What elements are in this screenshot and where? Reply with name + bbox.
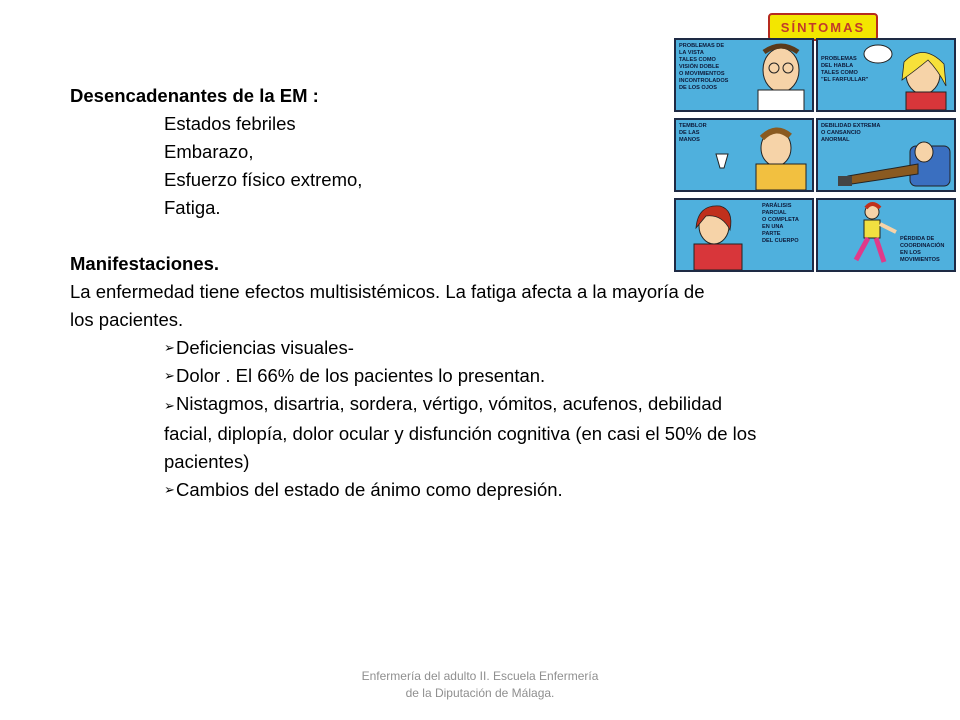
arrowhead-bullet-icon: ➢ xyxy=(164,482,175,497)
comic-panel-tremor xyxy=(674,118,814,192)
comic-panel-vision xyxy=(674,38,814,112)
manifestaciones-intro: La enfermedad tiene efectos multisistémicos. La fatiga afecta a la mayoría de los pacientes. xyxy=(70,281,705,330)
bullet-text: Cambios del estado de ánimo como depresión. xyxy=(176,479,563,500)
manifestaciones-heading: Manifestaciones. xyxy=(70,253,220,274)
stumbling-girl-icon xyxy=(818,200,954,270)
footer-line: de la Diputación de Málaga. xyxy=(405,686,555,700)
man-holding-glass-icon xyxy=(676,120,812,190)
desencadenante-item: Estados febriles xyxy=(164,113,296,134)
comic-panel-coordination xyxy=(816,198,956,272)
bullet-text: Nistagmos, disartria, sordera, vértigo, vómitos, acufenos, debilidad facial, diplopía, dolor ocular y disfunción cognitiva (en casi el 50% de los pacientes) xyxy=(164,393,757,472)
manifestacion-bullet xyxy=(164,476,770,504)
arrowhead-bullet-icon: ➢ xyxy=(164,340,175,355)
speaking-woman-icon xyxy=(818,40,954,110)
man-in-armchair-icon xyxy=(818,120,954,190)
woman-red-hair-icon xyxy=(676,200,812,270)
person-with-glasses-icon xyxy=(676,40,812,110)
desencadenante-item: Embarazo, xyxy=(164,141,254,162)
sintomas-comic xyxy=(670,10,954,263)
desencadenante-item: Fatiga. xyxy=(164,197,221,218)
comic-panel-fatigue xyxy=(816,118,956,192)
bullet-text: Deficiencias visuales- xyxy=(176,337,354,358)
panel-caption: DEBILIDAD EXTREMA O CANSANCIO ANORMAL xyxy=(821,123,881,143)
footer-line: Enfermería del adulto II. Escuela Enfermería xyxy=(361,669,599,683)
comic-panel-paralysis xyxy=(674,198,814,272)
spacer xyxy=(70,222,770,250)
arrowhead-bullet-icon: ➢ xyxy=(164,398,175,413)
comic-title: SÍNTOMAS xyxy=(768,13,878,41)
comic-panel-speech xyxy=(816,38,956,112)
panel-caption: PROBLEMAS DEL HABLA TALES COMO "EL FARFULLAR" xyxy=(821,56,869,83)
desencadenantes-heading: Desencadenantes de la EM : xyxy=(70,85,319,106)
arrowhead-bullet-icon: ➢ xyxy=(164,368,175,383)
panel-caption: PARÁLISIS PARCIAL O COMPLETA EN UNA PARTE DEL CUERPO xyxy=(762,203,799,244)
panel-caption: PÉRDIDA DE COORDINACIÓN EN LOS MOVIMIENTOS xyxy=(900,236,945,263)
slide-body xyxy=(70,82,770,504)
desencadenante-item: Esfuerzo físico extremo, xyxy=(164,169,363,190)
manifestacion-bullet xyxy=(164,334,770,362)
manifestacion-bullet xyxy=(164,390,764,476)
manifestacion-bullet xyxy=(164,362,770,390)
slide-footer xyxy=(320,668,640,702)
panel-caption: TEMBLOR DE LAS MANOS xyxy=(679,123,707,143)
bullet-text: Dolor . El 66% de los pacientes lo presentan. xyxy=(176,365,546,386)
panel-caption: PROBLEMAS DE LA VISTA TALES COMO VISIÓN DOBLE O MOVIMIENTOS INCONTROLADOS DE LOS OJOS xyxy=(679,43,729,91)
